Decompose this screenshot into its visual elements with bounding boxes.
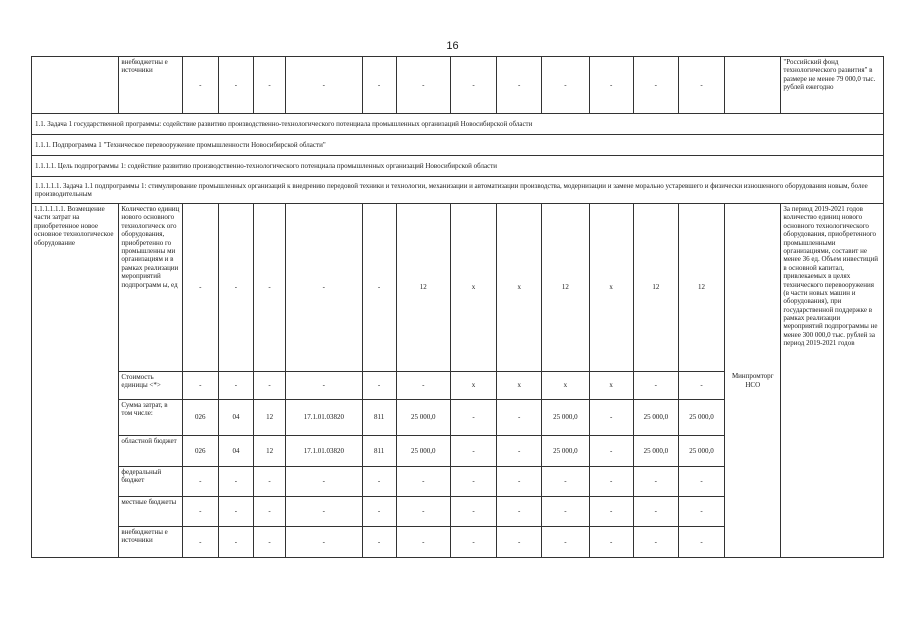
table-cell: - (362, 467, 396, 497)
table-cell: - (286, 372, 362, 400)
table-cell: - (182, 467, 218, 497)
section-heading: 1.1. Задача 1 государственной программы: содействие развитию производственно-технологического потенциала промышленных организаций Новосибирской области (32, 114, 884, 135)
table-cell: - (497, 400, 542, 436)
table-cell: 12 (254, 436, 286, 467)
indicator-label: федеральный бюджет (119, 467, 182, 497)
program-table (31, 56, 884, 558)
table-cell: x (589, 204, 633, 372)
table-cell: - (362, 57, 396, 114)
table-cell: 25 000,0 (542, 436, 589, 467)
table-cell: x (589, 372, 633, 400)
indicator-label: областной бюджет (119, 436, 182, 467)
table-cell: - (678, 57, 724, 114)
table-body (32, 57, 884, 558)
table-cell: - (589, 400, 633, 436)
table-cell: - (286, 497, 362, 527)
table-cell: - (218, 204, 253, 372)
table-cell: - (362, 372, 396, 400)
table-cell: - (362, 497, 396, 527)
table-cell: - (589, 527, 633, 558)
table-cell: 811 (362, 400, 396, 436)
empty-cell (32, 57, 119, 114)
table-cell: x (497, 204, 542, 372)
activity-name: 1.1.1.1.1.1. Возмещение части затрат на приобретенное новое основное технологическое оборудование (32, 204, 119, 558)
table-cell: - (450, 497, 496, 527)
table-cell: 12 (542, 204, 589, 372)
table-cell: x (497, 372, 542, 400)
empty-cell (725, 57, 781, 114)
section-heading: 1.1.1.1. Цель подпрограммы 1: содействие развитию производственно-технологического потенциала промышленных организаций Новосибирской области (32, 156, 884, 177)
table-cell: - (254, 497, 286, 527)
table-cell: - (182, 497, 218, 527)
table-cell: - (542, 527, 589, 558)
indicator-label: Стоимость единицы <*> (119, 372, 182, 400)
table-cell: 12 (254, 400, 286, 436)
table-cell: - (450, 467, 496, 497)
table-cell: - (182, 57, 218, 114)
page-number: 16 (446, 40, 459, 52)
section-row (32, 135, 884, 156)
table-cell: - (678, 497, 724, 527)
table-cell: - (254, 204, 286, 372)
table-cell: - (497, 436, 542, 467)
table-cell: - (633, 527, 678, 558)
table-cell: - (633, 372, 678, 400)
table-cell: - (362, 204, 396, 372)
table-cell: - (633, 467, 678, 497)
table-cell: - (182, 527, 218, 558)
table-cell: - (286, 204, 362, 372)
table-cell: - (633, 497, 678, 527)
table-cell: 12 (396, 204, 450, 372)
indicator-label: местные бюджеты (119, 497, 182, 527)
table-cell: - (542, 497, 589, 527)
table-cell: x (450, 372, 496, 400)
table-cell: 25 000,0 (633, 436, 678, 467)
table-cell: 026 (182, 436, 218, 467)
table-cell: - (254, 467, 286, 497)
result-note: "Российский фонд технологического развития" в размере не менее 79 000,0 тыс. рублей ежегодно (781, 57, 884, 114)
table-cell: - (254, 57, 286, 114)
table-cell: - (286, 467, 362, 497)
table-cell: - (450, 527, 496, 558)
table-cell: - (542, 467, 589, 497)
table-cell: - (218, 372, 253, 400)
section-heading: 1.1.1. Подпрограмма 1 "Техническое перевооружение промышленности Новосибирской области" (32, 135, 884, 156)
table-cell: - (589, 467, 633, 497)
table-cell: - (589, 436, 633, 467)
expected-result-note: За период 2019-2021 годов количество единиц нового основного технологического оборудования, приобретенного промышленными организациями, составит не менее 36 ед. Объем инвестиций в основной капитал, привлекаемых в целях технического перевооружения (в части новых машин и оборудования), при государственной поддержке в рамках реализации мероприятий подпрограммы не менее 300 000,0 тыс. рублей за период 2019-2021 годов (781, 204, 884, 558)
table-cell: 25 000,0 (396, 436, 450, 467)
table-row (32, 204, 884, 372)
table-cell: 04 (218, 436, 253, 467)
table-cell: - (396, 57, 450, 114)
table-cell: - (497, 527, 542, 558)
table-cell: - (254, 527, 286, 558)
table-cell: - (450, 436, 496, 467)
section-row (32, 156, 884, 177)
responsible-executor: Минпромторг НСО (725, 204, 781, 558)
section-row (32, 177, 884, 204)
table-cell: - (182, 372, 218, 400)
table-cell: - (589, 57, 633, 114)
table-cell: - (678, 527, 724, 558)
table-cell: - (450, 400, 496, 436)
table-cell: - (396, 372, 450, 400)
table-cell: - (218, 467, 253, 497)
table-cell: 25 000,0 (633, 400, 678, 436)
table-cell: 25 000,0 (678, 400, 724, 436)
table-cell: 25 000,0 (396, 400, 450, 436)
table-cell: - (497, 57, 542, 114)
table-cell: - (362, 527, 396, 558)
indicator-label: Сумма затрат, в том числе: (119, 400, 182, 436)
table-cell: 04 (218, 400, 253, 436)
table-cell: - (182, 204, 218, 372)
table-row (32, 57, 884, 114)
section-heading: 1.1.1.1.1. Задача 1.1 подпрограммы 1: стимулирование промышленных организаций к внедрению передовой техники и технологии, механизации и автоматизации производства, модернизации и замене морально устаревшего и физически изношенного оборудования новым, более производительным (32, 177, 884, 204)
table-cell: x (542, 372, 589, 400)
table-cell: - (218, 527, 253, 558)
table-cell: - (396, 467, 450, 497)
table-cell: 811 (362, 436, 396, 467)
table-cell: - (542, 57, 589, 114)
table-cell: - (497, 497, 542, 527)
table-cell: - (286, 57, 362, 114)
section-row (32, 114, 884, 135)
table-cell: - (678, 372, 724, 400)
table-cell: - (286, 527, 362, 558)
table-cell: - (218, 497, 253, 527)
table-cell: 17.1.01.03820 (286, 436, 362, 467)
table-cell: - (396, 527, 450, 558)
table-cell: - (589, 497, 633, 527)
table-cell: - (218, 57, 253, 114)
table-cell: 25 000,0 (542, 400, 589, 436)
funding-source-label: внебюджетны е источники (119, 57, 182, 114)
indicator-label: Количество единиц нового основного технологическ ого оборудования, приобретенно го промышленны ми организациям и в рамках реализации мероприятий подпрограмм ы, ед (119, 204, 182, 372)
table-cell: 12 (633, 204, 678, 372)
table-cell: - (450, 57, 496, 114)
table-cell: - (254, 372, 286, 400)
table-cell: 12 (678, 204, 724, 372)
table-cell: - (497, 467, 542, 497)
table-cell: - (396, 497, 450, 527)
table-cell: - (633, 57, 678, 114)
table-cell: 026 (182, 400, 218, 436)
indicator-label: внебюджетны е источники (119, 527, 182, 558)
table-cell: 25 000,0 (678, 436, 724, 467)
table-cell: x (450, 204, 496, 372)
table-cell: 17.1.01.03820 (286, 400, 362, 436)
table-cell: - (678, 467, 724, 497)
